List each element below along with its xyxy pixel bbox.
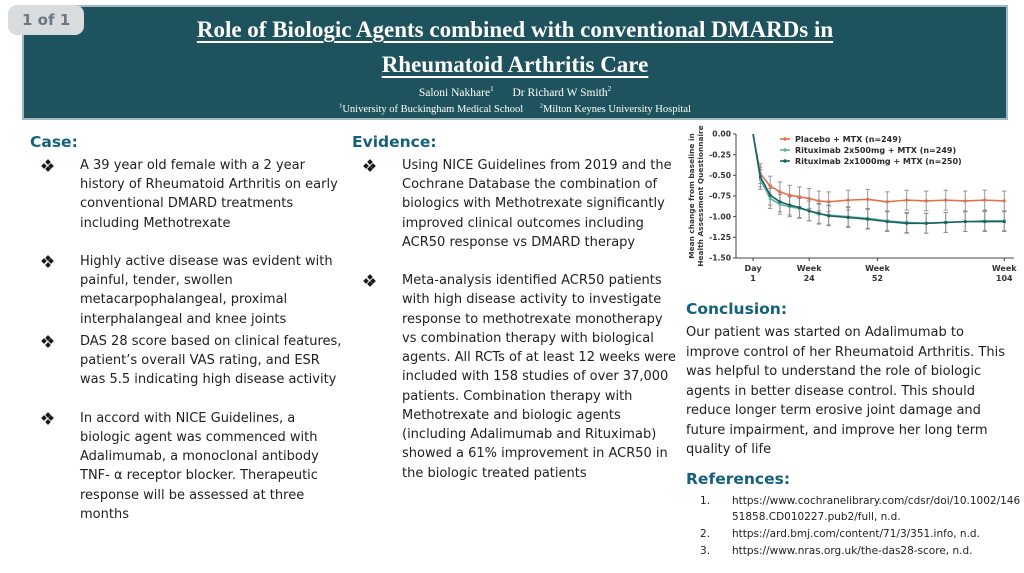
svg-text:Week: Week	[796, 264, 822, 273]
poster-header	[22, 5, 1008, 120]
affiliation-superscript: 2	[539, 102, 544, 110]
case-item-text: DAS 28 score based on clinical features, patient’s overall VAS rating, and ESR was 5.5 indicating high disease activity	[80, 333, 342, 388]
results-column	[686, 124, 1022, 561]
case-item	[30, 332, 345, 390]
author-superscript: 1	[490, 85, 494, 93]
svg-text:Placebo + MTX (n=249): Placebo + MTX (n=249)	[795, 134, 902, 144]
diamond-bullet-icon	[42, 256, 53, 267]
evidence-section	[352, 133, 678, 502]
author: Dr Richard W Smith$^2$	[512, 85, 612, 99]
svg-text:-1.00: -1.00	[709, 212, 731, 222]
conclusion-text: Our patient was started on Adalimumab to improve control of her Rheumatoid Arthritis. This was helpful to understand the role of biologic agents in better disease control. This should reduce longer term erosive joint damage and future impairment, and improve her long term quality of life	[686, 325, 1005, 457]
case-item	[30, 156, 345, 233]
case-heading: Case:	[30, 133, 78, 151]
diamond-bullet-icon	[42, 336, 53, 347]
reference-item: https://www.cochranelibrary.com/cdsr/doi/10.1002/14651858.CD010227.pub2/full, n.d.	[732, 494, 1021, 523]
evidence-heading: Evidence:	[352, 133, 437, 151]
svg-text:Rituximab 2x1000mg + MTX (n=25: Rituximab 2x1000mg + MTX (n=250)	[795, 156, 962, 166]
evidence-item	[352, 271, 678, 483]
case-item-text: In accord with NICE Guidelines, a biologic agent was commenced with Adalimumab, a monoclonal antibody TNF- α receptor blocker. Therapeutic response will be assessed at three months	[80, 410, 319, 522]
diamond-bullet-icon	[364, 275, 375, 286]
evidence-item	[352, 156, 678, 252]
svg-text:Rituximab 2x500mg + MTX (n=249: Rituximab 2x500mg + MTX (n=249)	[795, 145, 957, 155]
evidence-item-text: Meta-analysis identified ACR50 patients with high disease activity to investigate response to methotrexate monotherapy vs combination therapy with biological agents. All RCTs of at least 12 weeks were included with 158 studies of over 37,000 patients. Combination therapy with Methotrexate and biologic agents (including Adalimumab and Rituximab) showed a 61% improvement in ACR50 in the biologic treated patients	[402, 273, 676, 481]
author: Saloni Nakhare$^1$	[418, 85, 494, 99]
references-list	[686, 493, 1022, 560]
reference-item: https://ard.bmj.com/content/71/3/351.info, n.d.	[732, 528, 980, 541]
diamond-bullet-icon	[364, 160, 375, 171]
svg-text:Mean change from baseline in: Mean change from baseline in	[687, 133, 696, 259]
diamond-bullet-icon	[42, 413, 53, 424]
svg-text:Week: Week	[991, 264, 1017, 273]
reference-item: https://www.nras.org.uk/the-das28-score, n.d.	[732, 545, 973, 558]
conclusion-heading: Conclusion:	[686, 300, 788, 318]
svg-text:Week: Week	[865, 264, 890, 273]
authors-line	[24, 85, 1006, 99]
author-superscript: 2	[607, 85, 612, 93]
haq-line-chart	[686, 124, 1022, 290]
case-item	[30, 252, 345, 329]
svg-text:104: 104	[995, 274, 1013, 283]
affiliation: $^2$Milton Keynes University Hospital	[539, 102, 691, 116]
svg-text:-0.25: -0.25	[709, 150, 731, 160]
svg-text:-0.75: -0.75	[709, 191, 731, 201]
evidence-bullet-list	[352, 156, 678, 483]
svg-text:-0.50: -0.50	[709, 170, 731, 180]
svg-text:-1.25: -1.25	[709, 232, 731, 242]
svg-text:1: 1	[750, 274, 756, 283]
case-bullet-list	[30, 156, 345, 524]
page-count-badge: 1 of 1	[8, 5, 84, 35]
svg-text:Health Assessment Questionnair: Health Assessment Questionnaire	[696, 125, 705, 267]
evidence-item-text: Using NICE Guidelines from 2019 and the Cochrane Database the combination of biologics with Methotrexate significantly improved clinical outcomes including ACR50 response vs DMARD therapy	[402, 158, 672, 250]
case-item-text: A 39 year old female with a 2 year history of Rheumatoid Arthritis on early conventional DMARD treatments including Methotrexate	[80, 158, 338, 231]
svg-text:Day: Day	[744, 264, 762, 273]
svg-text:0.00: 0.00	[712, 129, 731, 139]
poster-title: Role of Biologic Agents combined with conventional DMARDs in Rheumatoid Arthritis Care	[196, 17, 834, 77]
case-item	[30, 409, 345, 524]
affiliation: $^1$University of Buckingham Medical School	[339, 102, 524, 116]
svg-text:24: 24	[803, 274, 815, 283]
svg-text:-1.50: -1.50	[709, 253, 731, 263]
diamond-bullet-icon	[42, 160, 53, 171]
affiliation-superscript: 1	[339, 102, 343, 110]
references-heading: References:	[686, 469, 791, 488]
affiliations-line	[24, 103, 1006, 116]
case-section	[30, 133, 345, 543]
case-item-text: Highly active disease was evident with painful, tender, swollen metacarpophalangeal, proximal interphalangeal and knee joints	[80, 253, 333, 327]
haq-chart-figure	[686, 124, 1022, 290]
svg-text:52: 52	[871, 274, 884, 283]
